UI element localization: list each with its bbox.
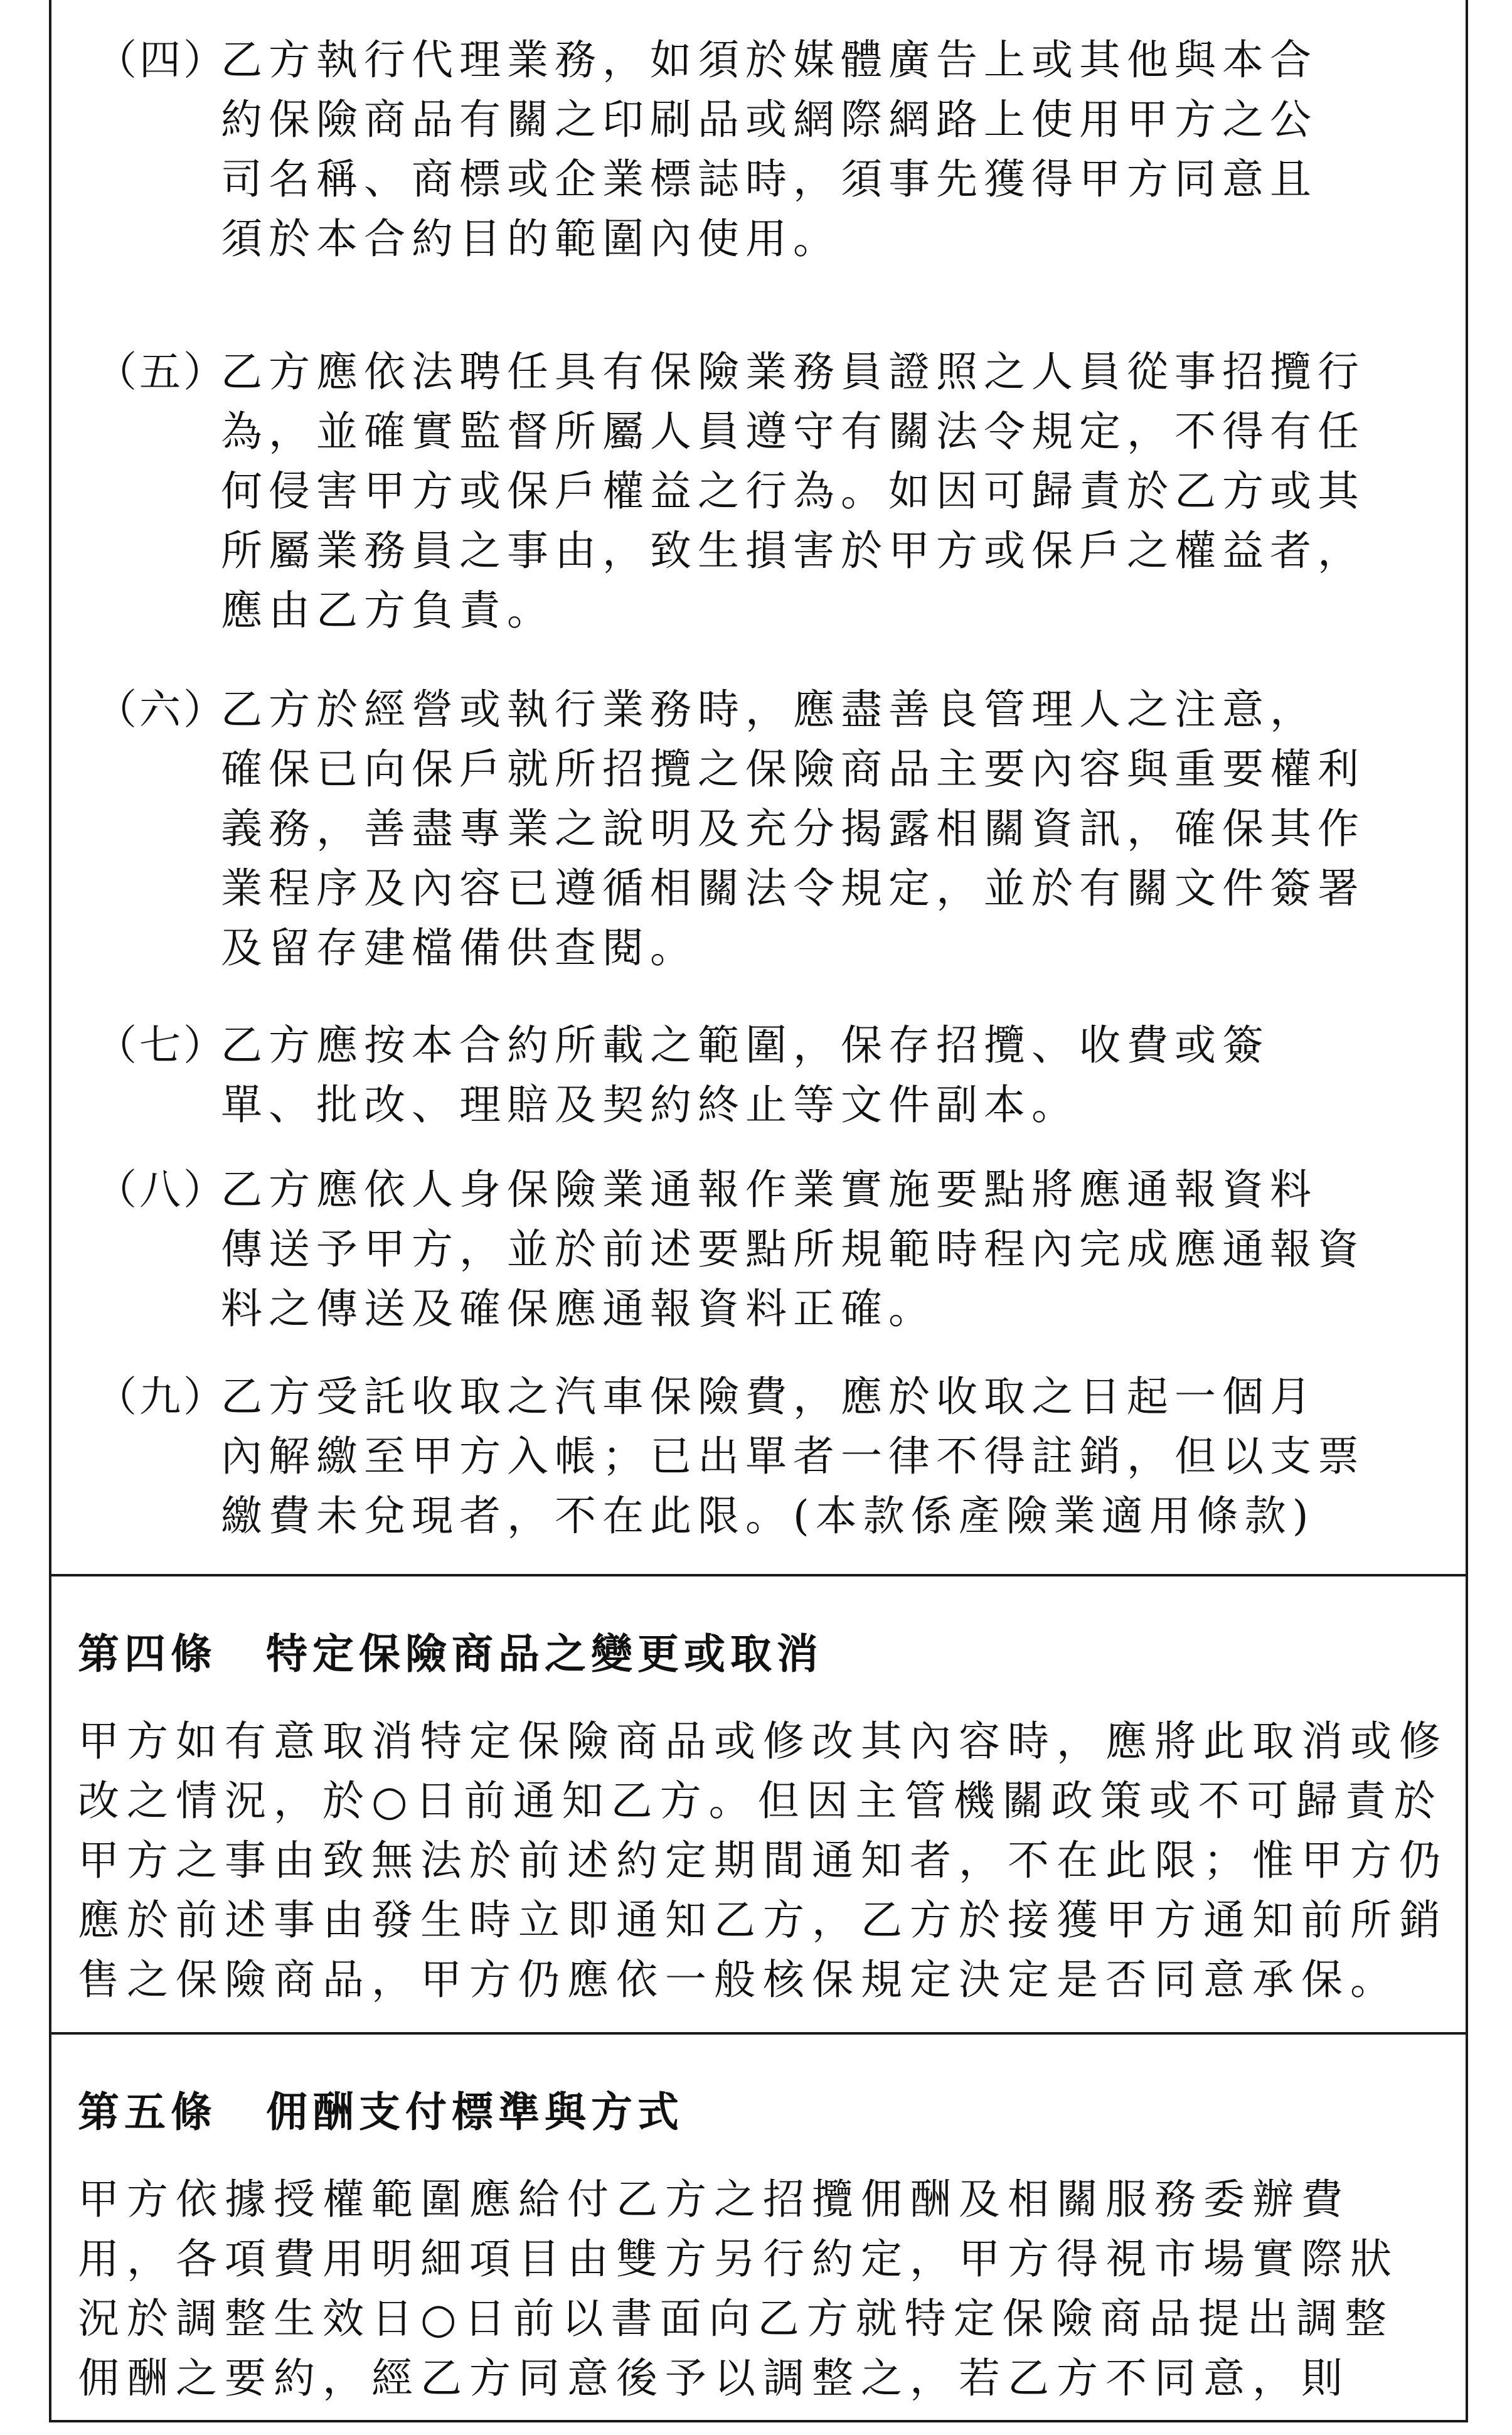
text-line: 料之傳送及確保應通報資料正確。 (221, 1285, 936, 1333)
text-line: 及留存建檔備供查閱。 (221, 924, 698, 972)
text-line: 甲方如有意取消特定保險商品或修改其內容時，應將此取消或修 (78, 1717, 1448, 1765)
text-line: 佣酬之要約，經乙方同意後予以調整之，若乙方不同意，則 (78, 2354, 1350, 2402)
article-number: 第五條 (78, 2088, 217, 2136)
text-line: 乙方應依法聘任具有保險業務員證照之人員從事招攬行 (221, 348, 1365, 396)
text-line: 義務，善盡專業之說明及充分揭露相關資訊，確保其作 (221, 805, 1365, 853)
article4-body (78, 1711, 1448, 2010)
text-line: 乙方受託收取之汽車保險費，應於收取之日起一個月 (221, 1373, 1318, 1421)
item-text (221, 30, 1432, 269)
item-text (221, 1367, 1432, 1546)
text-line: 繳費未兌現者，不在此限。(本款係產險業適用條款) (221, 1492, 1315, 1540)
item-marker: （七） (95, 1021, 227, 1069)
article-number: 第四條 (78, 1630, 217, 1678)
item-marker: （五） (95, 348, 227, 396)
article5-heading (78, 2079, 684, 2138)
item-text (221, 1160, 1432, 1339)
item-text (221, 1015, 1432, 1135)
item-marker: （四） (95, 36, 227, 84)
article-title: 佣酬支付標準與方式 (266, 2088, 684, 2136)
text-line: 乙方應依人身保險業通報作業實施要點將應通報資料 (221, 1165, 1318, 1214)
item-marker: （九） (95, 1373, 227, 1421)
text-line: 甲方之事由致無法於前述約定期間通知者，不在此限；惟甲方仍 (78, 1836, 1448, 1885)
article3-items-box (49, 0, 1468, 1576)
text-line: 乙方於經營或執行業務時，應盡善良管理人之注意， (221, 685, 1318, 734)
text-line: 確保已向保戶就所招攬之保險商品主要內容與重要權利 (221, 745, 1365, 793)
text-line: 傳送予甲方，並於前述要點所規範時程內完成應通報資 (221, 1225, 1365, 1273)
text-line: 約保險商品有關之印刷品或網際網路上使用甲方之公 (221, 95, 1318, 144)
text-line: 改之情況，於○日前通知乙方。但因主管機關政策或不可歸責於 (78, 1777, 1443, 1825)
article4-heading (78, 1620, 823, 1680)
text-line: 售之保險商品，甲方仍應依一般核保規定決定是否同意承保。 (78, 1956, 1399, 2004)
text-line: 況於調整生效日○日前以書面向乙方就特定保險商品提出調整 (78, 2294, 1394, 2343)
text-line: 單、批改、理賠及契約終止等文件副本。 (221, 1081, 1079, 1129)
text-line: 內解繳至甲方入帳；已出單者一律不得註銷，但以支票 (221, 1432, 1365, 1480)
article4-box (49, 1576, 1468, 2035)
text-line: 業程序及內容已遵循相關法令規定，並於有關文件簽署 (221, 864, 1365, 912)
text-line: 為，並確實監督所屬人員遵守有關法令規定，不得有任 (221, 407, 1365, 456)
item-marker: （六） (95, 685, 227, 734)
text-line: 所屬業務員之事由，致生損害於甲方或保戶之權益者， (221, 527, 1365, 575)
text-line: 乙方執行代理業務，如須於媒體廣告上或其他與本合 (221, 36, 1318, 84)
text-line: 何侵害甲方或保戶權益之行為。如因可歸責於乙方或其 (221, 467, 1365, 515)
text-line: 司名稱、商標或企業標誌時，須事先獲得甲方同意且 (221, 155, 1318, 203)
article5-box (49, 2035, 1468, 2422)
article-title: 特定保險商品之變更或取消 (266, 1630, 823, 1678)
text-line: 乙方應按本合約所載之範圍，保存招攬、收費或簽 (221, 1021, 1270, 1069)
item-text (221, 680, 1432, 978)
item-marker: （八） (95, 1165, 227, 1214)
text-line: 須於本合約目的範圍內使用。 (221, 215, 841, 263)
text-line: 用，各項費用明細項目由雙方另行約定，甲方得視市場實際狀 (78, 2235, 1399, 2283)
text-line: 應於前述事由發生時立即通知乙方，乙方於接獲甲方通知前所銷 (78, 1896, 1448, 1944)
text-line: 甲方依據授權範圍應給付乙方之招攬佣酬及相關服務委辦費 (78, 2175, 1350, 2224)
contract-page (49, 0, 1468, 2422)
item-text (221, 342, 1432, 640)
article5-body (78, 2170, 1445, 2408)
text-line: 應由乙方負責。 (221, 586, 555, 634)
